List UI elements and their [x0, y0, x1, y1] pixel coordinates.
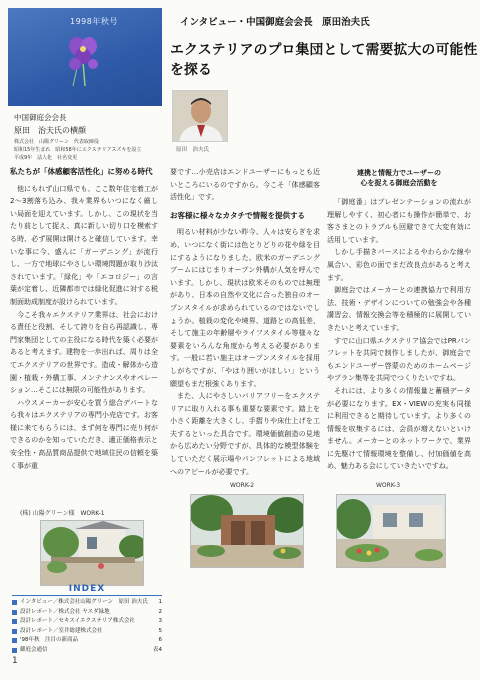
- portrait-caption: 原田 治夫氏: [176, 147, 210, 153]
- photo-work-3: [336, 494, 446, 568]
- bullet-square-icon: [12, 619, 17, 624]
- section-heading-line: 心を捉える御庭会活動を: [360, 179, 438, 187]
- index-item-page: 3: [158, 618, 162, 624]
- portrait-photo: [172, 90, 228, 142]
- bullet-square-icon: [12, 600, 17, 605]
- section-heading: [327, 168, 471, 188]
- paragraph: ハウスメーカーが安心を買う総合デパートなら我々はエクステリアの専門小売店です。お客様に来てもらうには、まず何を専門に売り何ができるのかを知っていただき、適正価格表示と安全性・高品質商品提供で地域住民の信頼を築く事が重: [10, 398, 158, 470]
- photo-work-1: [40, 520, 144, 586]
- index-item-label: 設計レポート／セキスイエクステリア株式会社: [20, 618, 135, 624]
- index-item-page: 1: [158, 599, 162, 605]
- page-title: エクステリアのプロ集団として需要拡大の可能性を探る: [170, 42, 478, 78]
- bullet-square-icon: [12, 648, 17, 653]
- photo-label-work-2: WORK-2: [230, 482, 255, 489]
- paragraph: すでに山口県エクステリア協会ではPRパンフレットを共同で制作しましたが、御庭会でもエンドユーザー啓蒙のためのホームページやプラン集等を共同でつくりたいですね。: [327, 336, 471, 383]
- company-info: [14, 112, 162, 162]
- portrait-figure-icon: [173, 91, 228, 142]
- violet-flower-icon: [63, 32, 103, 86]
- paragraph: 今こそ我々エクステリア業界は、社会における責任と役割、そして誇りを自ら再認識し、専門家集団としての主役になる時代を築く必要があると考えます。建物を一歩出れば、周りは全てエクステリアの世界です。造成・解体から造園・植栽・外構工事、メンテナンスやオペレーション…そこには無限の可能性があります。: [10, 310, 158, 395]
- index-item[interactable]: [12, 608, 162, 618]
- photo-label-work-3: WORK-3: [376, 482, 401, 489]
- index-item[interactable]: [12, 646, 162, 656]
- cover-block: [8, 8, 162, 106]
- bullet-square-icon: [12, 610, 17, 615]
- index-item-label: インタビュー／株式会社山陽グリーン 原田 治夫氏: [20, 599, 148, 605]
- index-item-page: 6: [158, 637, 162, 643]
- paragraph: 明るい材料が少ない昨今、人々は安らぎを求め、いつになく街には色とりどりの花や緑を目にするようになりました。欧米のガーデニングブームにはじまりオープン外構が人気を呼んでいます。しかし、現状は欧米そのものでは無理があり、日本の自然や文化に合った独自のオープンスタイルが求められているのではないでしょうか。植栽の変化や境界、道路との高低差、そして施主の年齢層やライフスタイル等様々な要素をいろんな角度から考える必要があります。一般に若い施主はオープンスタイルを採用しがちですが、「やはり囲いがほしい」という願望もまだ根強くあります。: [170, 228, 320, 388]
- index-item[interactable]: [12, 627, 162, 637]
- paragraph: 他にもれず山口県でも、ここ数年住宅着工が2～3割落ち込み、我々業界もいつになく厳しい局面を迎えています。しかし、この現状を当たり前として捉え、真に新しい切り口を模索する時、必ず展開は開けると確信しています。幸いな事に今、盛んに「ガーデニング」が流行し、一方で地球にやさしい環境問題が取り沙汰されています。「緑化」や「エコロジー」の言葉が定着し、近隣都市では緑化促進に対する税制面助成制度が設けられています。: [10, 184, 158, 306]
- paragraph: 「御庭番」はプレゼンテーションの流れが理解しやすく、初心者にも操作が簡単で、お客さまとのトラブルも回避できて大変有効に活用しています。: [327, 198, 471, 244]
- paragraph: 要です…小売店はエンドユーザーにもっとも近いところにいるのですから。今こそ「体感顧客活性化」です。: [170, 168, 320, 202]
- index-item-page: 2: [158, 608, 162, 615]
- section-heading: お客様に様々なカタチで情報を提供する: [170, 210, 305, 220]
- index-item-label: 設計レポート／株式会社 ヤスダ緑地: [20, 608, 110, 615]
- index-item-page: 5: [158, 627, 162, 634]
- company-line: 株式会社 山陽グリーン 代表取締役: [14, 139, 99, 145]
- paragraph: それには、より多くの情報量と蓄積データが必要になります。EX・VIEWの充実も同様に利用できると期待しています。より多くの情報を収集するには、会員が増えないといけません。メーカーとのネットワークで、業界に先駆けて情報環境を整備し、付加価値を高め、魅力ある会にしていきたいですね。: [327, 386, 471, 471]
- index-item-label: '98年秋 注目の新商品: [20, 637, 79, 643]
- section-heading: 私たちが「体感顧客活性化」に努める時代: [10, 167, 153, 176]
- paragraph: 御庭会ではメーカーとの連携協力で利用方法、技術・デザインについての勉強会や各種講習会、情報交換会等を積極的に展開していきたいと考えています。: [327, 286, 471, 332]
- photo-work-2: [190, 494, 304, 568]
- index-item[interactable]: [12, 598, 162, 608]
- person-profile-title: 原田 治夫氏の横顔: [14, 126, 86, 135]
- article-column-2: [170, 166, 320, 478]
- index-title: INDEX: [12, 584, 162, 596]
- org-title: 中国御庭会会長: [14, 113, 67, 122]
- index-item[interactable]: [12, 617, 162, 627]
- article-column-3: [327, 168, 471, 473]
- interview-label: インタビュー・中国御庭会会長 原田治夫氏: [180, 17, 370, 28]
- photo-label-work-1: (株) 山陽グリーン様 WORK-1: [20, 510, 105, 517]
- article-column-1: [10, 166, 158, 472]
- page-number: 1: [12, 656, 18, 666]
- garden-photo-icon: [41, 521, 144, 586]
- garden-photo-icon: [337, 495, 446, 568]
- issue-label: 1998年秋号: [70, 17, 118, 26]
- bullet-square-icon: [12, 629, 17, 634]
- index-item[interactable]: [12, 636, 162, 646]
- bullet-square-icon: [12, 638, 17, 643]
- garden-photo-icon: [191, 495, 304, 568]
- index-item-label: 御庭会通信: [20, 646, 48, 653]
- paragraph: しかし手描きパースによるやわらかな線や風合い、彩色の面でまだ改良点があると考えます。: [327, 248, 471, 282]
- company-line: 平成9年 法人化 社名変更: [14, 155, 78, 161]
- index-item-label: 設計レポート／室井総建株式会社: [20, 627, 103, 634]
- index-item-page: 表4: [153, 646, 162, 653]
- paragraph: また、人にやさしいバリアフリーをエクステリアに取り入れる事も重要な要素です。踏上を小さく距離を大きくし、手摺りや床仕上げを工夫するといった具合です。環境価値創造の見地から広めたい分野ですが、具体的な模型体験をしていただく展示場やパンフレットによる地域へのアピールが必要です。: [170, 392, 320, 476]
- index-box: [12, 584, 162, 655]
- section-heading-line: 連携と情報力でユーザーの: [357, 169, 441, 177]
- company-line: 昭和15年生まれ 昭和58年にエクステリアスズキを設立: [14, 147, 142, 153]
